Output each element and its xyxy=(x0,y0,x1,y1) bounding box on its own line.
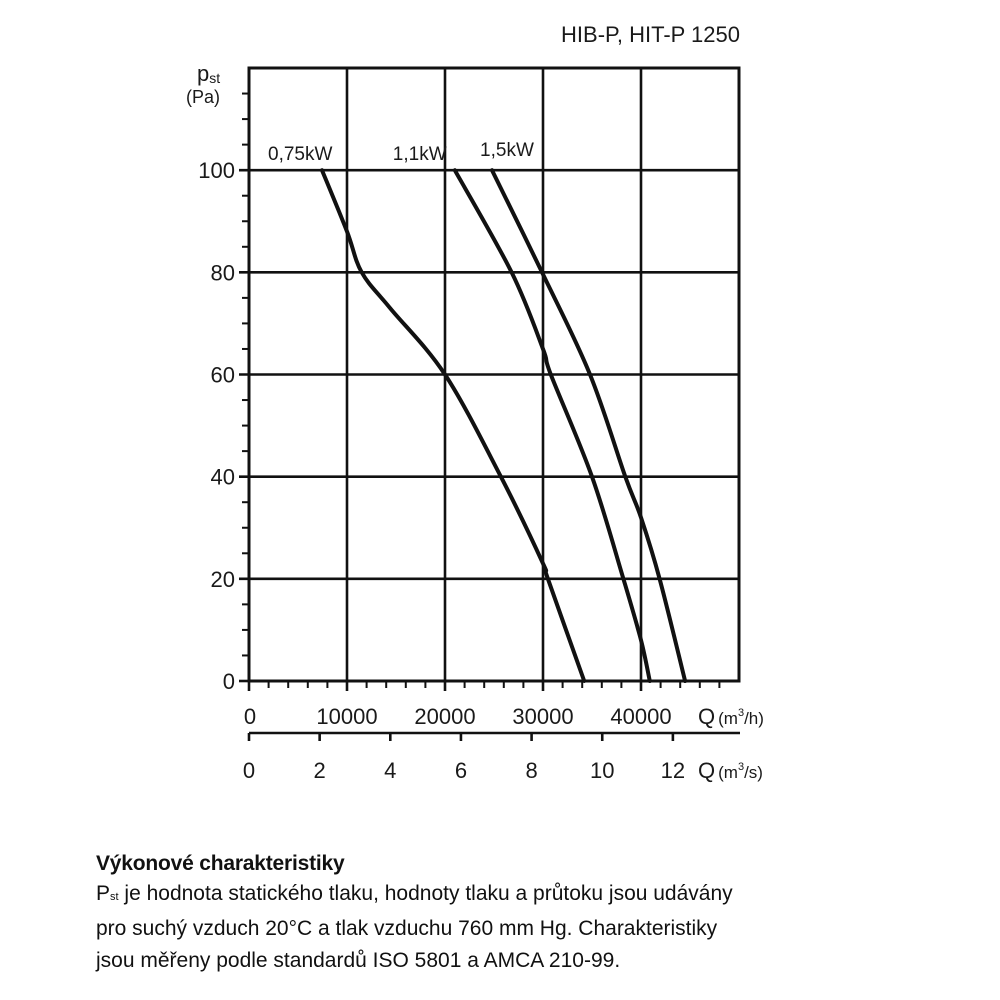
chart-title: HIB-P, HIT-P 1250 xyxy=(561,22,740,47)
y-axis-unit: (Pa) xyxy=(186,87,221,107)
curve-0-75kW xyxy=(322,170,584,681)
x-tick-label: 30000 xyxy=(512,704,574,729)
curve-labels xyxy=(268,140,534,165)
secondary-x-tick-label: 2 xyxy=(313,758,326,783)
secondary-x-tick-label: 4 xyxy=(384,758,397,783)
x-axis-unit: (m xyxy=(718,709,738,728)
x-tick-labels xyxy=(244,704,672,729)
y-tick-label: 0 xyxy=(222,669,235,694)
x2-axis-label xyxy=(698,758,763,783)
x-tick-label: 40000 xyxy=(610,704,672,729)
x2-axis-unit-tail: /s) xyxy=(744,763,763,782)
y-axis-label-sub: st xyxy=(209,70,221,86)
y-axis-label-symbol: p xyxy=(197,61,210,86)
y-tick-label: 100 xyxy=(198,158,235,184)
caption-pst-symbol: P xyxy=(96,882,111,905)
curve-1-5kW xyxy=(492,170,685,681)
x-axis-unit-sup: 3 xyxy=(737,707,745,719)
x-axis-unit-tail: /h) xyxy=(744,709,764,728)
y-tick-label: 60 xyxy=(210,362,235,388)
x2-axis-label-symbol: Q xyxy=(698,758,716,783)
y-axis-label xyxy=(186,61,220,107)
x-axis-label xyxy=(698,704,764,729)
caption-line-1 xyxy=(96,878,976,913)
minor-ticks xyxy=(242,94,719,688)
y-tick-labels xyxy=(198,158,235,694)
y-tick-label: 40 xyxy=(210,464,235,490)
secondary-x-tick-label: 10 xyxy=(589,758,615,783)
secondary-x-tick-label: 6 xyxy=(454,758,468,783)
svg-text:pst xyxy=(197,61,220,86)
secondary-x-axis xyxy=(249,733,740,741)
x-axis-label-symbol: Q xyxy=(698,704,716,729)
y-tick-label: 20 xyxy=(210,566,235,592)
caption-line-3: jsou měřeny podle standardů ISO 5801 a AMCA 210-99. xyxy=(96,949,621,972)
secondary-x-tick-label: 12 xyxy=(660,758,686,783)
secondary-x-tick-labels xyxy=(243,758,685,783)
x2-axis-unit: (m xyxy=(718,763,738,782)
x2-axis-unit-sup: 3 xyxy=(737,761,745,773)
caption xyxy=(96,850,976,977)
curve-label: 0,75kW xyxy=(268,144,333,166)
y-tick-label: 80 xyxy=(210,260,235,286)
caption-title: Výkonové charakteristiky xyxy=(96,852,345,875)
secondary-x-tick-label: 8 xyxy=(525,758,538,783)
curve-label: 1,5kW xyxy=(480,140,534,162)
curve-label: 1,1kW xyxy=(392,144,447,166)
caption-line-2: pro suchý vzduch 20°C a tlak vzduchu 760 mm Hg. Charakteristiky xyxy=(96,917,718,940)
curve-1-1kW xyxy=(455,170,650,681)
curves xyxy=(322,170,685,681)
x-tick-label: 10000 xyxy=(316,704,378,729)
x-tick-label: 0 xyxy=(243,704,257,729)
secondary-x-tick-label: 0 xyxy=(242,758,256,783)
x-tick-label: 20000 xyxy=(414,704,476,729)
caption-line-1-text: je hodnota statického tlaku, hodnoty tlaku a průtoku jsou udávány xyxy=(118,882,733,905)
caption-body xyxy=(96,878,976,977)
caption-pst-sub: st xyxy=(110,891,119,903)
